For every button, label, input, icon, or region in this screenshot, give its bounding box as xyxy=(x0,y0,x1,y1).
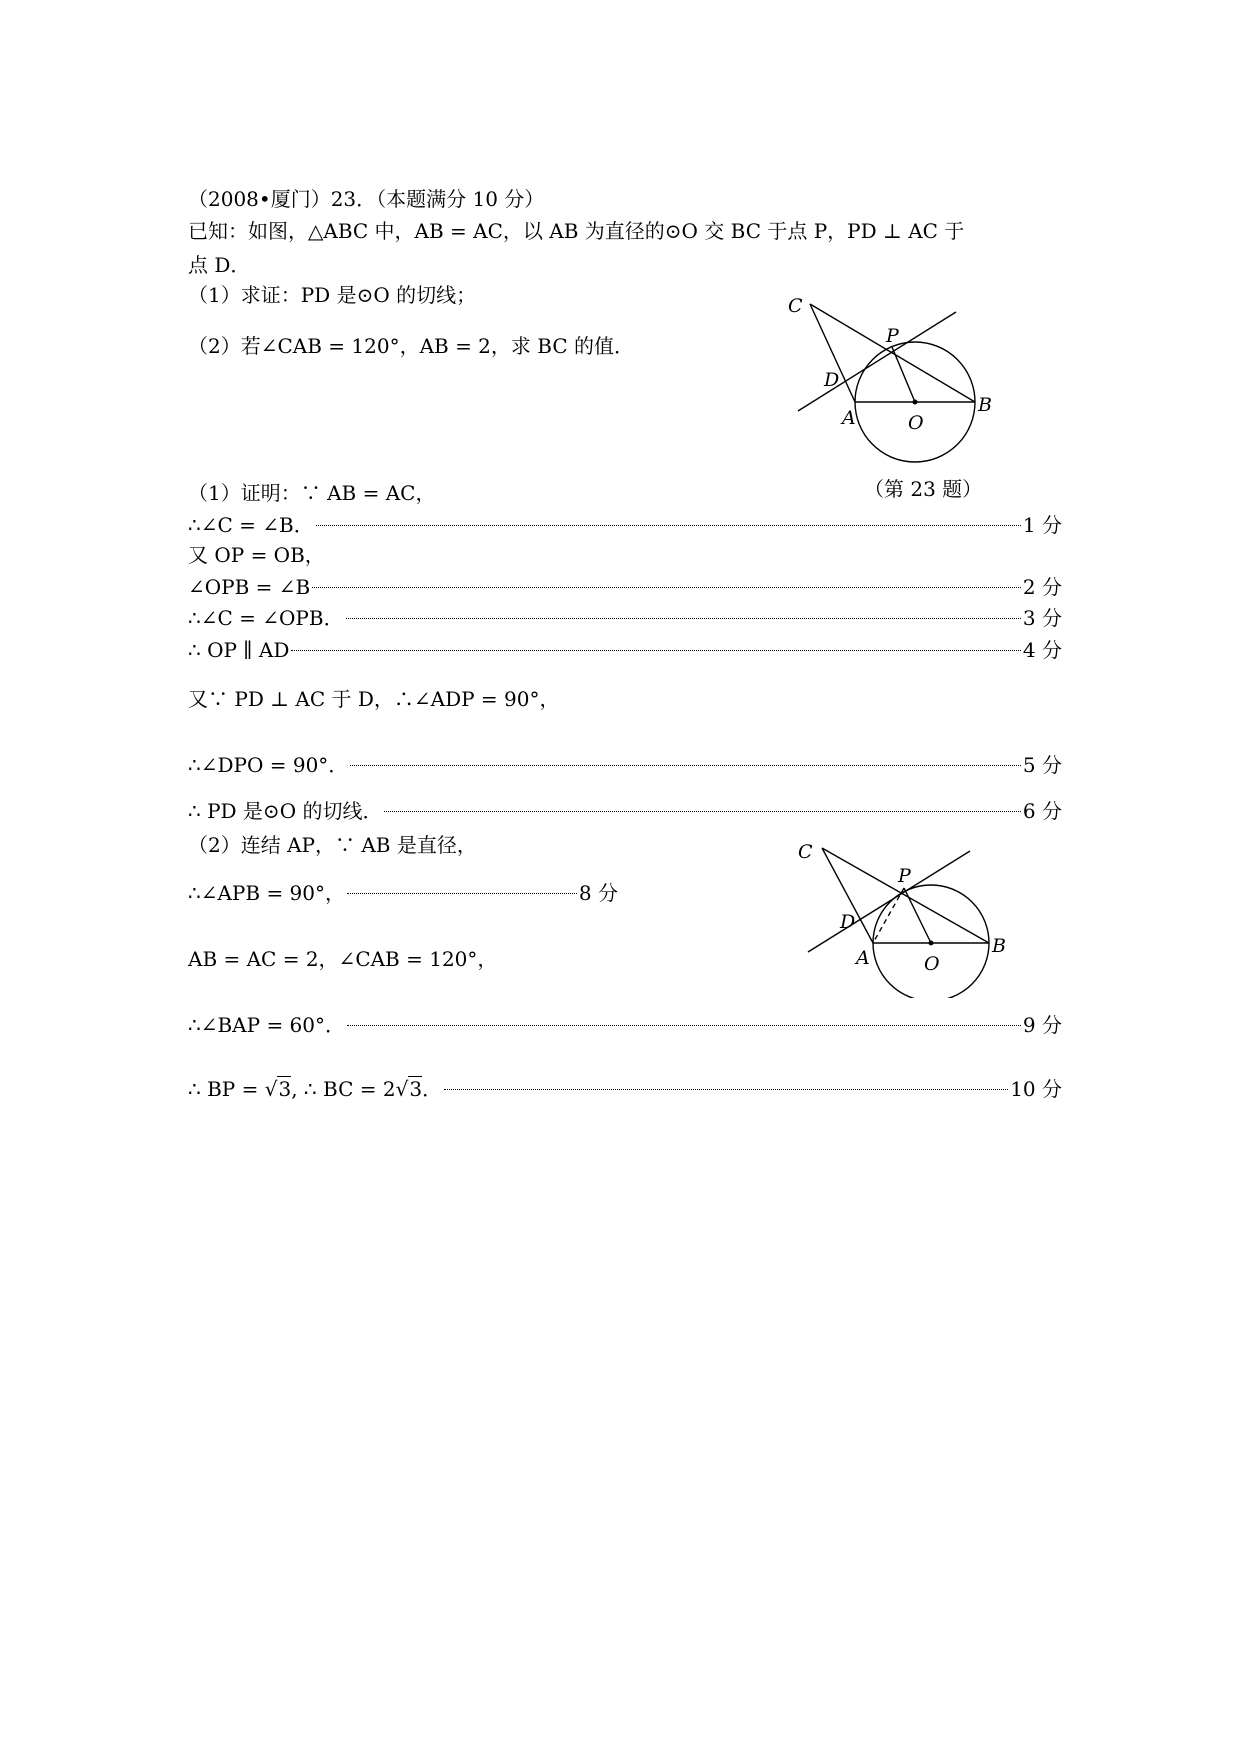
solution-step: ∴ PD 是⊙O 的切线． 6 分 xyxy=(188,799,1062,823)
question-2: （2）若∠CAB = 120°，AB = 2，求 BC 的值． xyxy=(188,334,634,358)
score-2: 2 分 xyxy=(1022,575,1062,599)
fig1-label-b: B xyxy=(978,394,992,416)
score-4: 4 分 xyxy=(1022,638,1062,662)
solution-step: ∠OPB = ∠B 2 分 xyxy=(188,575,1062,599)
score-10: 10 分 xyxy=(1010,1077,1062,1101)
center-dot xyxy=(913,400,918,405)
score-8: 8 分 xyxy=(578,881,618,905)
solution-step: ∴∠BAP = 60°． 9 分 xyxy=(188,1013,1062,1037)
solution-step: ∴ OP ∥ AD 4 分 xyxy=(188,638,1062,662)
score-1: 1 分 xyxy=(1022,513,1062,537)
fig2-label-a: A xyxy=(856,947,870,969)
fig1-label-o: O xyxy=(908,412,924,434)
segment-op xyxy=(904,888,931,943)
fig2-label-b: B xyxy=(992,935,1006,957)
fig1-label-c: C xyxy=(788,295,803,317)
fig2-label-o: O xyxy=(924,953,940,975)
score-6: 6 分 xyxy=(1022,799,1062,823)
solution-step: AB = AC = 2，∠CAB = 120°， xyxy=(188,947,498,971)
solution-step: ∴∠APB = 90°， 8 分 xyxy=(188,881,618,905)
fig1-label-d: D xyxy=(824,369,840,391)
figure-1-diagram xyxy=(780,290,1020,470)
solution-2-intro: （2）连结 AP，∵ AB 是直径， xyxy=(188,833,477,857)
segment-op xyxy=(892,347,915,402)
solution-step: 又∵ PD ⊥ AC 于 D，∴∠ADP = 90°， xyxy=(188,687,560,711)
fig1-label-p: P xyxy=(886,325,899,347)
question-1: （1）求证：PD 是⊙O 的切线； xyxy=(188,283,477,307)
solution-step: ∴∠C = ∠B． 1 分 xyxy=(188,513,1062,537)
center-dot xyxy=(929,941,934,946)
score-9: 9 分 xyxy=(1022,1013,1062,1037)
score-5: 5 分 xyxy=(1022,753,1062,777)
fig2-label-c: C xyxy=(798,841,813,863)
figure-1-caption: （第 23 题） xyxy=(864,477,983,501)
problem-header: （2008•厦门）23．（本题满分 10 分） xyxy=(188,187,545,211)
solution-step: ∴∠DPO = 90°． 5 分 xyxy=(188,753,1062,777)
solution-step: ∴ BP = √3, ∴ BC = 2√3． 10 分 xyxy=(188,1077,1062,1101)
solution-step: 又 OP = OB， xyxy=(188,543,325,567)
figure-2-diagram xyxy=(796,838,1026,998)
tangent-line-pd xyxy=(798,312,956,411)
score-3: 3 分 xyxy=(1022,606,1062,630)
solution-1-intro: （1）证明：∵ AB = AC， xyxy=(188,481,436,505)
solution-step: ∴∠C = ∠OPB． 3 分 xyxy=(188,606,1062,630)
fig1-label-a: A xyxy=(842,407,856,429)
given-line-1: 已知：如图，△ABC 中，AB = AC，以 AB 为直径的⊙O 交 BC 于点 P，PD ⊥ AC 于 xyxy=(188,219,965,243)
segment-ap-dashed xyxy=(873,888,904,943)
fig2-label-d: D xyxy=(840,911,856,933)
given-line-2: 点 D． xyxy=(188,253,251,277)
fig2-label-p: P xyxy=(898,865,911,887)
